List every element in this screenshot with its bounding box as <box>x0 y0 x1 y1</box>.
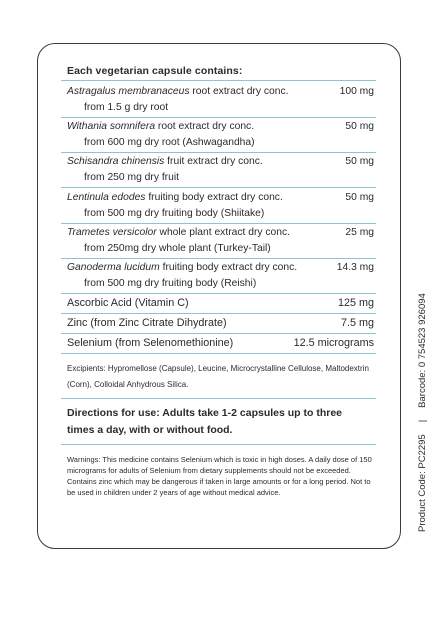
divider <box>61 313 376 314</box>
ingredient-amount: 25 mg <box>345 227 374 238</box>
ingredient-source: from 500 mg dry fruiting body (Reishi) <box>84 278 257 289</box>
ingredient-amount: 50 mg <box>345 156 374 167</box>
ingredient-amount: 50 mg <box>345 192 374 203</box>
ingredient-amount: 50 mg <box>345 121 374 132</box>
divider <box>61 398 376 399</box>
ingredient-source: from 600 mg dry root (Ashwagandha) <box>84 137 255 148</box>
capsule-contents-heading: Each vegetarian capsule contains: <box>67 65 243 77</box>
ingredient-name: Zinc (from Zinc Citrate Dihydrate) <box>67 317 227 329</box>
divider <box>61 117 376 118</box>
divider <box>61 80 376 81</box>
ingredient-name: Selenium (from Selenomethionine) <box>67 337 234 349</box>
ingredient-name: Ganoderma lucidum fruiting body extract dry conc. <box>67 262 298 273</box>
divider <box>61 444 376 445</box>
barcode-number: Barcode: 0 754523 926094 <box>417 293 428 408</box>
ingredient-name: Trametes versicolor whole plant extract dry conc. <box>67 227 290 238</box>
divider <box>61 152 376 153</box>
ingredient-name: Lentinula edodes fruiting body extract dry conc. <box>67 192 283 203</box>
divider <box>61 353 376 354</box>
ingredient-amount: 100 mg <box>339 86 374 97</box>
warning-zinc: Contains zinc which may be dangerous if taken in large amounts or for a long period. Not to be used in children under 2 years of age without medical advice. <box>67 477 371 497</box>
ingredient-name: Withania somnifera root extract dry conc. <box>67 121 255 132</box>
side-separator: | <box>417 419 428 423</box>
ingredient-amount: 125 mg <box>337 297 374 309</box>
divider <box>61 258 376 259</box>
ingredient-amount: 14.3 mg <box>336 262 374 273</box>
divider <box>61 187 376 188</box>
directions-text: Directions for use: Adults take 1-2 capsules up to three times a day, with or without food. <box>67 407 343 436</box>
product-code: Product Code: PC2295 <box>417 434 428 532</box>
ingredient-name: Astragalus membranaceus root extract dry conc. <box>67 86 289 97</box>
warning-selenium: Warnings: This medicine contains Selenium which is toxic in high doses. A daily dose of 150 micrograms for adults of Selenium from dietary supplements should not be exceeded. <box>67 455 372 475</box>
ingredient-source: from 1.5 g dry root <box>84 102 169 113</box>
ingredient-source: from 250 mg dry fruit <box>84 172 179 183</box>
warnings-text <box>67 454 379 498</box>
excipients-text: Excipients: Hypromellose (Capsule), Leucine, Microcrystalline Cellulose, Maltodextrin (Corn), Colloidal Anhydrous Silica. <box>67 364 369 389</box>
ingredient-source: from 250mg dry whole plant (Turkey-Tail) <box>84 243 271 254</box>
ingredient-name: Ascorbic Acid (Vitamin C) <box>67 297 189 309</box>
side-codes <box>417 293 428 532</box>
ingredient-amount: 7.5 mg <box>340 317 374 329</box>
ingredient-source: from 500 mg dry fruiting body (Shiitake) <box>84 208 265 219</box>
divider <box>61 333 376 334</box>
divider <box>61 293 376 294</box>
ingredient-amount: 12.5 micrograms <box>293 337 374 349</box>
divider <box>61 223 376 224</box>
ingredient-name: Schisandra chinensis fruit extract dry conc. <box>67 156 263 167</box>
